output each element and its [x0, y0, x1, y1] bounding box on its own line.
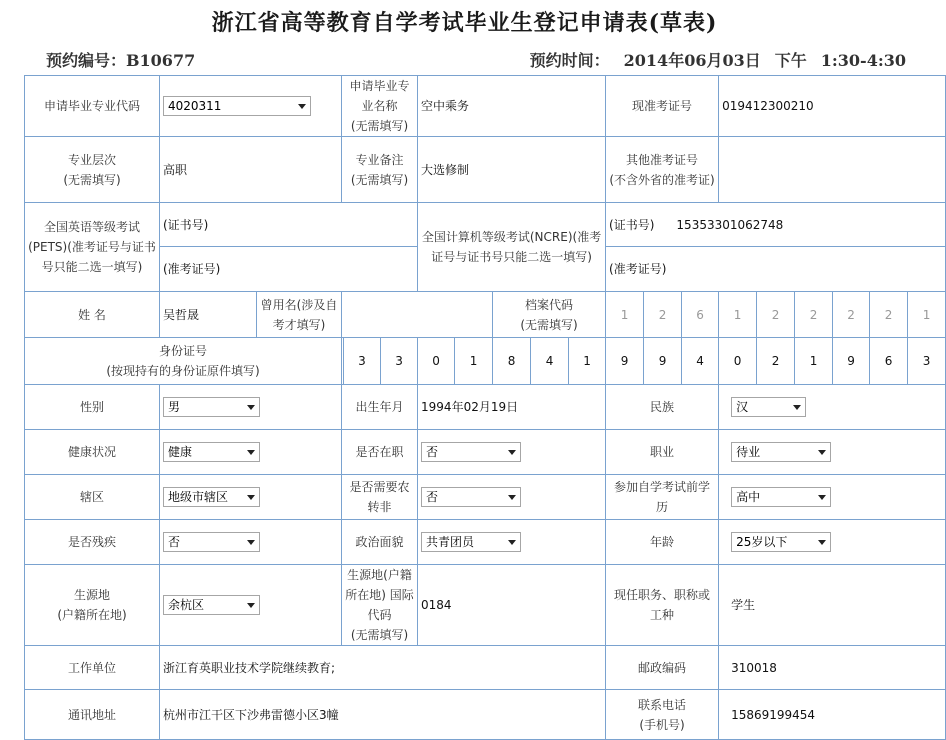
current-ticket-value: 019412300210: [719, 76, 946, 137]
id-digit[interactable]: 4: [682, 338, 719, 385]
id-digit[interactable]: 1: [795, 338, 833, 385]
job-select[interactable]: 待业: [731, 442, 831, 462]
id-number-label: 身份证号: [158, 344, 207, 358]
origin-code-value: 0184: [418, 565, 606, 646]
pets-label: 全国英语等级考试(PETS)(准考证号与证书号只能二选一填写): [25, 203, 160, 292]
archive-digit: 6: [682, 292, 719, 338]
phone-label: 联系电话: [638, 697, 687, 712]
id-digit[interactable]: 6: [870, 338, 908, 385]
id-digit[interactable]: 9: [833, 338, 870, 385]
education-select[interactable]: 高中: [731, 487, 831, 507]
id-digit[interactable]: 3: [381, 338, 418, 385]
id-digit[interactable]: 8: [493, 338, 531, 385]
address-value: 杭州市江干区下沙弗雷德小区3幢: [160, 690, 606, 740]
gender-select[interactable]: 男: [163, 397, 260, 417]
id-digit[interactable]: 3: [908, 338, 946, 385]
employed-label: 是否在职: [342, 430, 418, 475]
gender-label: 性别: [25, 385, 160, 430]
major-name-value: 空中乘务: [418, 76, 606, 137]
id-digit[interactable]: 3: [344, 338, 381, 385]
alias-label: 曾用名(涉及自考才填写): [257, 292, 342, 338]
address-label: 通讯地址: [25, 690, 160, 740]
remark-label: 专业备注: [355, 152, 404, 167]
pets-cert-label: (证书号): [160, 203, 418, 247]
chevron-down-icon: [818, 495, 826, 500]
politics-label: 政治面貌: [342, 520, 418, 565]
health-select[interactable]: 健康: [163, 442, 260, 462]
remark-value: 大选修制: [418, 137, 606, 203]
other-ticket-label: 其他准考证号: [626, 152, 699, 167]
level-label: 专业层次: [67, 152, 116, 167]
chevron-down-icon: [298, 104, 306, 109]
origin-code-label: 生源地(户籍所在地) 国际代码: [345, 568, 414, 622]
chevron-down-icon: [508, 450, 516, 455]
chevron-down-icon: [247, 495, 255, 500]
chevron-down-icon: [247, 540, 255, 545]
age-label: 年龄: [606, 520, 719, 565]
reservation-slot: 1:30-4:30: [820, 51, 906, 70]
archive-digit: 1: [908, 292, 946, 338]
job-label: 职业: [606, 430, 719, 475]
postcode-value: 310018: [719, 646, 946, 690]
major-code-select[interactable]: 4020311: [163, 96, 311, 116]
ethnic-select[interactable]: 汉: [731, 397, 806, 417]
chevron-down-icon: [508, 495, 516, 500]
id-digit[interactable]: 0: [719, 338, 757, 385]
ncre-label: 全国计算机等级考试(NCRE)(准考证号与证书号只能二选一填写): [418, 203, 606, 292]
chevron-down-icon: [818, 450, 826, 455]
disabled-select[interactable]: 否: [163, 532, 260, 552]
ncre-ticket-label: (准考证号): [606, 247, 946, 292]
archive-digit: 1: [719, 292, 757, 338]
major-code-label: 申请毕业专业代码: [25, 76, 160, 137]
archive-digit: 2: [757, 292, 795, 338]
reservation-number: 预约编号：B10677: [46, 51, 196, 70]
major-name-label: 申请毕业专业名称: [349, 79, 410, 113]
archive-digit: 2: [644, 292, 682, 338]
id-digit[interactable]: 9: [606, 338, 644, 385]
reservation-period: 下午: [774, 51, 807, 70]
chevron-down-icon: [247, 603, 255, 608]
chevron-down-icon: [793, 405, 801, 410]
chevron-down-icon: [818, 540, 826, 545]
archive-digit: 2: [870, 292, 908, 338]
name-value: 吴哲晟: [160, 292, 257, 338]
chevron-down-icon: [247, 405, 255, 410]
birth-value: 1994年02月19日: [418, 385, 606, 430]
education-label: 参加自学考试前学历: [606, 475, 719, 520]
health-label: 健康状况: [25, 430, 160, 475]
id-digit[interactable]: 0: [418, 338, 455, 385]
chevron-down-icon: [247, 450, 255, 455]
employed-select[interactable]: 否: [421, 442, 521, 462]
archive-digit: 2: [795, 292, 833, 338]
ethnic-label: 民族: [606, 385, 719, 430]
archive-label: 档案代码: [525, 297, 574, 312]
district-select[interactable]: 地级市辖区: [163, 487, 260, 507]
position-value: 学生: [719, 565, 946, 646]
reservation-time: 预约时间： 2014年06月03日 下午 1:30-4:30: [529, 51, 906, 70]
alias-value[interactable]: [342, 292, 493, 338]
page-title: 浙江省高等教育自学考试毕业生登记申请表(草表): [211, 10, 718, 36]
id-digit[interactable]: 2: [757, 338, 795, 385]
application-form: 申请毕业专业代码 4020311 申请毕业专业名称 (无需填写) 空中乘务 现准考证号 019412300210 专业层次 (无需填写) 高职 专业备注 (无需填写) 大选修制 其他准考证号 (不含外省的准考证) 全国英语等级考试(PETS)(准考证号与证书号只能二选一填写) (证书号) 全国计算机等级考试(NCRE)(准考证号与证书号只能二选一填写) (证书号) 15353301062748 (准考证号) (准考证号) 姓 名 吴哲晟 曾用名(涉及自考才填写) 档案代码 (无需填写) 1 2 6 1 2 2 2 2 1 身份证号 (按现持有的身份证原件填写) 3 3 0 1 8 4 1 9 9 4 0 2 1 9 6 3 性别 男 出生年月 1994年02月19日 民族 汉 健康状况 健康 是否在职 否 职业 待业 辖区 地级市辖区 是否需要农转非 否 参加自学考试前学历 高中 是否残疾 否 政治面貌 共青团员 年龄 25岁以下 生源地 (户籍所在地) 余杭区 生源地(户籍所在地) 国际代码 (无需填写) 0184 现任职务、职称或工种 学生 工作单位 浙江育英职业技术学院继续教育; 邮政编码 310018 通讯地址 杭州市江干区下沙弗雷德小区3幢 联系电话 (手机号) 15869199454: [24, 75, 946, 740]
work-label: 工作单位: [25, 646, 160, 690]
origin-label: 生源地: [73, 588, 110, 602]
ncre-cert-label: (证书号): [609, 217, 655, 232]
level-value: 高职: [160, 137, 342, 203]
postcode-label: 邮政编码: [606, 646, 719, 690]
pets-ticket-label: (准考证号): [160, 247, 418, 292]
origin-select[interactable]: 余杭区: [163, 595, 260, 615]
birth-label: 出生年月: [342, 385, 418, 430]
id-digit[interactable]: 1: [569, 338, 606, 385]
current-ticket-label: 现准考证号: [606, 76, 719, 137]
id-digit[interactable]: 4: [531, 338, 569, 385]
district-label: 辖区: [25, 475, 160, 520]
ncre-cert-value: 15353301062748: [676, 217, 784, 232]
work-value: 浙江育英职业技术学院继续教育;: [160, 646, 606, 690]
position-label: 现任职务、职称或工种: [606, 565, 719, 646]
reservation-date: 2014年06月03日: [623, 51, 761, 70]
name-label: 姓 名: [25, 292, 160, 338]
age-select[interactable]: 25岁以下: [731, 532, 831, 552]
archive-digit: 1: [606, 292, 644, 338]
disabled-label: 是否残疾: [25, 520, 160, 565]
politics-select[interactable]: 共青团员: [421, 532, 521, 552]
hukou-label: 是否需要农转非: [342, 475, 418, 520]
archive-digit: 2: [833, 292, 870, 338]
id-digit[interactable]: 1: [455, 338, 493, 385]
hukou-select[interactable]: 否: [421, 487, 521, 507]
other-ticket-value[interactable]: [719, 137, 946, 203]
id-digit[interactable]: 9: [644, 338, 682, 385]
reservation-number-value: B10677: [126, 51, 196, 70]
phone-value: 15869199454: [719, 690, 946, 740]
chevron-down-icon: [508, 540, 516, 545]
